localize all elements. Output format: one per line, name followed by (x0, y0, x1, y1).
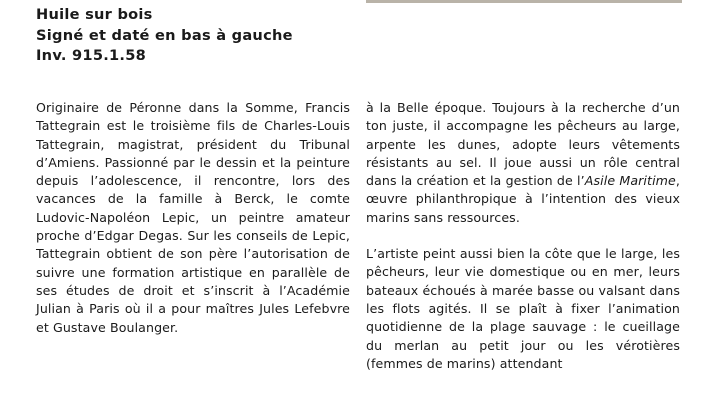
artwork-medium: Huile sur bois (36, 6, 153, 23)
paragraph-text-end: , œuvre philanthropique à l’intention des vieux marins sans ressources. (366, 173, 680, 225)
artwork-inventory-number: Inv. 915.1.58 (36, 47, 147, 64)
artist-themes-paragraph: L’artiste peint aussi bien la côte que le large, les pêcheurs, leur vie domestique ou en mer, leurs bateaux échoués à marée basse ou valsant dans les flots agités. Il se plaît à fixer l’animation quotidienne de la plage sauvage : le cueillage du merlan au petit jour ou les vérotières (femmes de marins) attendant (366, 246, 680, 371)
artwork-signature: Signé et daté en bas à gauche (36, 26, 293, 44)
text-column-left (36, 99, 350, 337)
artwork-image-edge (366, 0, 682, 3)
biography-paragraph-continued (366, 99, 680, 227)
text-column-right (366, 99, 680, 373)
biography-paragraph: Originaire de Péronne dans la Somme, Francis Tattegrain est le troisième fils de Charles-Louis Tattegrain, magistrat, président du Tribunal d’Amiens. Passionné par le dessin et la peinture depuis l’adolescence, il rencontre, lors des vacances de la famille à Berck, le comte Ludovic-Napoléon Lepic, un peintre amateur proche d’Edgar Degas. Sur les conseils de Lepic, Tattegrain obtient de son père l’autorisation de suivre une formation artistique en parallèle de ses études de droit et s’inscrit à l’Académie Julian à Paris où il a pour maîtres Jules Lefebvre et Gustave Boulanger. (36, 100, 350, 335)
artwork-details (36, 5, 293, 67)
asile-maritime-title: Asile Maritime (584, 173, 676, 189)
paragraph-text-start: à la Belle époque. Toujours à la recherche d’un ton juste, il accompagne les pêcheurs au large, arpente les dunes, adopte leurs vêtements résistants au sel. Il joue aussi un rôle central dans la création et la gestion de l’ (366, 100, 680, 189)
